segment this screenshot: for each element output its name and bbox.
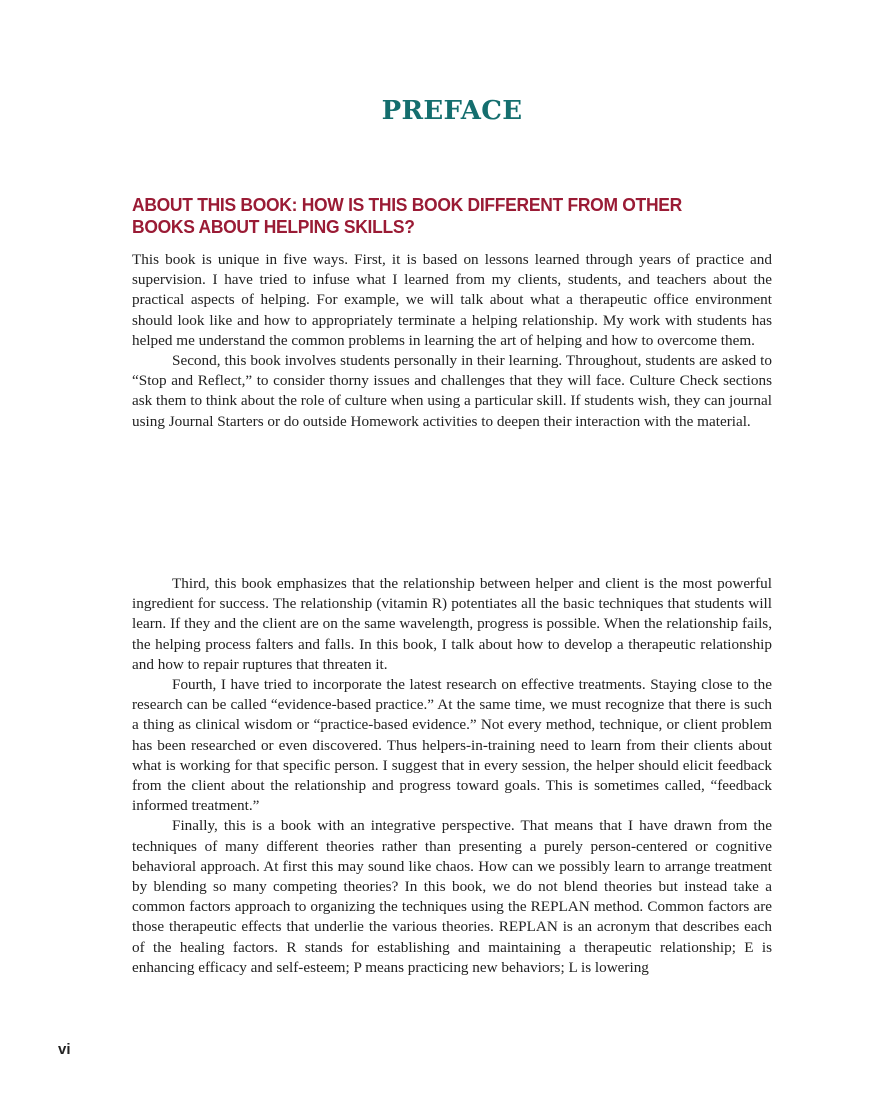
section-heading [132, 194, 746, 238]
paragraph-2: Second, this book involves students personally in their learning. Throughout, students are asked to “Stop and Reflect,” to consider thorny issues and challenges that they will face. Culture Check sections ask them to think about the role of culture when using a particular skill. If students wish, they can journal using Journal Starters or do outside Homework activities to deepen their interaction with the material. [132, 352, 772, 430]
paragraph-3: Third, this book emphasizes that the relationship between helper and client is the most powerful ingredient for success. The relationship (vitamin R) potentiates all the basic techniques that students will learn. If they and the client are on the same wavelength, progress is possible. When the relationship fails, the helping process falters and falls. In this book, I talk about how to develop a therapeutic relationship and how to repair ruptures that threaten it. [132, 575, 772, 673]
page-title: PREFACE [381, 96, 523, 126]
page-number: vi [58, 1041, 71, 1058]
paragraph-1: This book is unique in five ways. First, it is based on lessons learned through years of practice and supervision. I have tried to infuse what I learned from my clients, students, and teachers about the practical aspects of helping. For example, we will talk about what a therapeutic office environment should look like and how to appropriately terminate a helping relationship. My work with students has helped me understand the common problems in learning the art of helping and how to overcome them. [132, 251, 772, 349]
section-heading-line-2: BOOKS ABOUT HELPING SKILLS? [132, 217, 415, 237]
text-block-top [132, 250, 772, 432]
paragraph-5: Finally, this is a book with an integrative perspective. That means that I have drawn from the techniques of many different theories rather than presenting a purely person-centered or cognitive behavioral approach. At first this may sound like chaos. How can we possibly learn to arrange treatment by blending so many competing theories? In this book, we do not blend theories but instead take a common factors approach to organizing the techniques using the REPLAN method. Common factors are those therapeutic effects that underlie the various theories. REPLAN is an acronym that describes each of the healing factors. R stands for establishing and maintaining a therapeutic relationship; E is enhancing efficacy and self-esteem; P means practicing new behaviors; L is lowering [132, 817, 772, 976]
section-heading-line-1: ABOUT THIS BOOK: HOW IS THIS BOOK DIFFERENT FROM OTHER [132, 195, 682, 215]
text-block-bottom [132, 574, 772, 978]
paragraph-4: Fourth, I have tried to incorporate the latest research on effective treatments. Staying close to the research can be called “evidence-based practice.” At the same time, we must recognize that there is such a thing as clinical wisdom or “practice-based evidence.” Not every method, technique, or client problem has been researched or even discovered. Thus helpers-in-training need to learn from their clients about what is working for that specific person. I suggest that in every session, the helper should elicit feedback from the client about the relationship and progress toward goals. This is sometimes called, “feedback informed treatment.” [132, 676, 772, 815]
